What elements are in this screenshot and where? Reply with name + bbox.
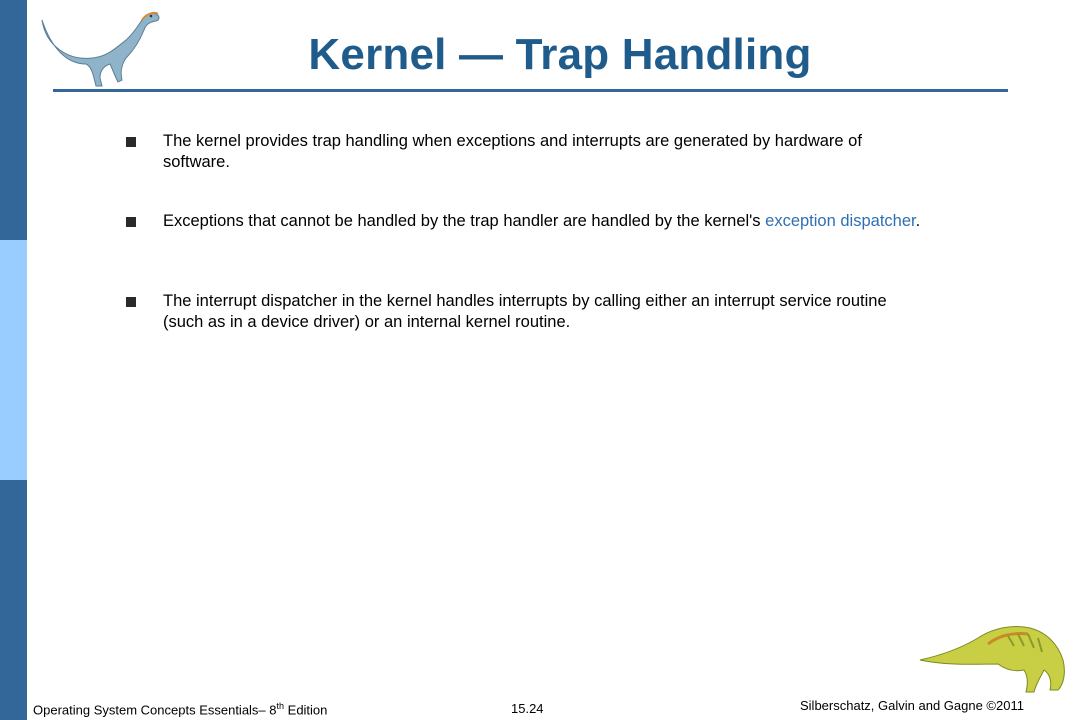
bullet-marker [126,217,136,227]
bullet-text-part: . [915,212,921,230]
bullet-marker [126,137,136,147]
title-divider [53,89,1008,92]
bullet-text: The kernel provides trap handling when exceptions and interrupts are generated by hardware of software. [163,132,862,171]
highlighted-term: exception dispatcher [765,212,916,230]
sidebar-light-band [0,240,27,480]
footer-book-prefix: Operating System Concepts Essentials– 8 [33,702,277,718]
bullet-text-part: Exceptions that cannot be handled by the trap handler are handled by the kernel's [163,212,766,230]
bullet-marker [126,297,136,307]
footer-book-suffix: Edition [284,702,328,718]
footer-book-title [33,701,327,717]
bullet-text [163,211,923,232]
dinosaur-icon [918,616,1068,698]
footer-book-sup: th [276,701,285,711]
bullet-text: The interrupt dispatcher in the kernel handles interrupts by calling either an interrupt service routine (such as in a device driver) or an internal kernel routine. [163,292,887,331]
footer-copyright: Silberschatz, Galvin and Gagne ©2011 [800,698,1024,713]
footer-page-number: 15.24 [511,701,544,716]
left-sidebar-band [0,0,27,720]
slide-title: Kernel — Trap Handling [308,30,812,79]
dinosaur-icon [38,6,164,90]
